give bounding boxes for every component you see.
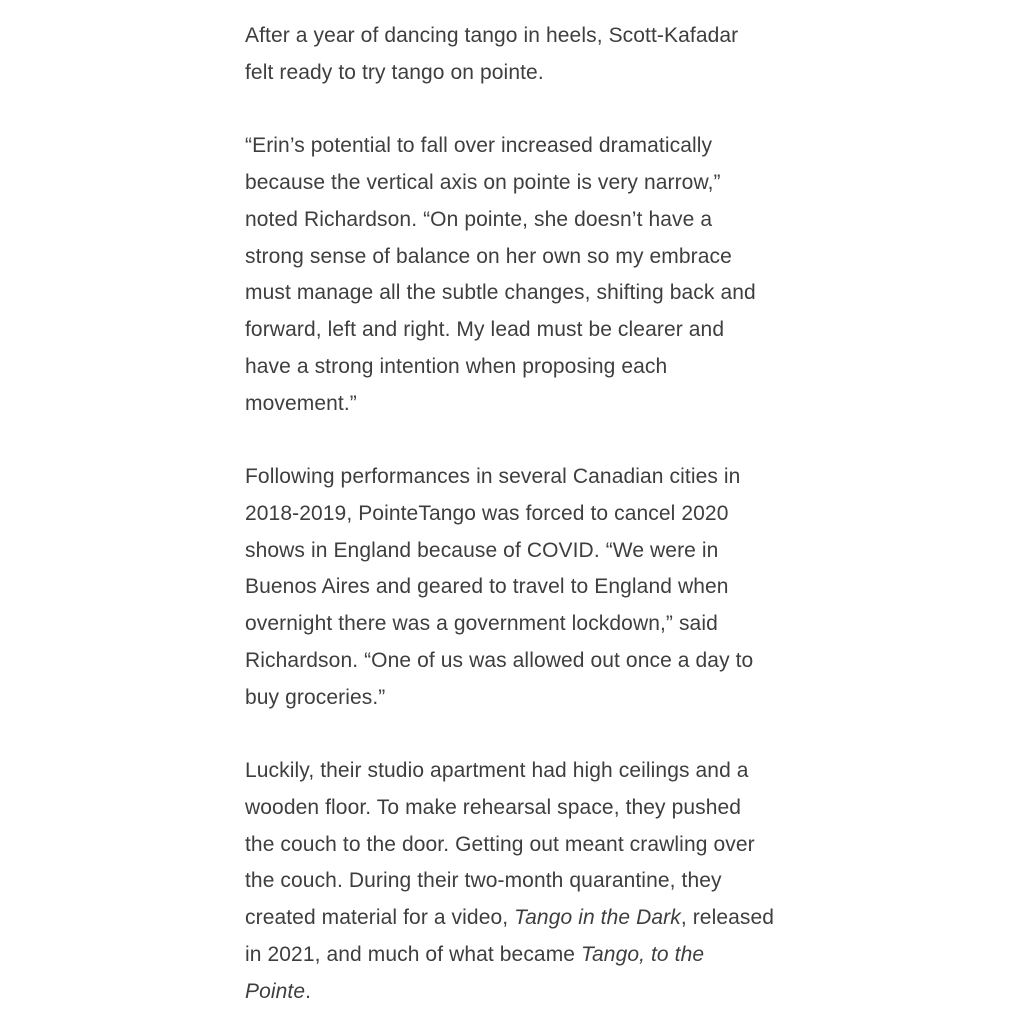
- text-line: [245, 900, 805, 937]
- text-line: [245, 606, 805, 643]
- text-line: [245, 643, 805, 680]
- text-segment: the couch. During their two-month quarantine, they: [245, 869, 722, 893]
- text-line: [245, 128, 805, 165]
- text-segment: shows in England because of COVID. “We were in: [245, 538, 719, 562]
- text-segment: overnight there was a government lockdown,” said: [245, 612, 718, 635]
- text-segment: Richardson. “One of us was allowed out once a day to: [245, 648, 754, 672]
- text-segment: Following performances in several Canadian cities in: [245, 465, 741, 488]
- text-segment: Buenos Aires and geared to travel to England when: [245, 575, 729, 599]
- text-line: [245, 827, 805, 864]
- text-line: [245, 349, 805, 386]
- italic-text-segment: Pointe: [245, 979, 306, 1003]
- text-line: [245, 386, 805, 423]
- text-segment: After a year of dancing tango in heels, Scott-Kafadar: [245, 24, 739, 47]
- text-line: [245, 55, 805, 92]
- text-line: [245, 937, 805, 974]
- text-segment: in 2021, and much of what became: [245, 942, 582, 966]
- text-segment: because the vertical axis on pointe is very narrow,”: [245, 171, 721, 194]
- text-segment: noted Richardson. “On pointe, she doesn’t have a: [245, 207, 713, 231]
- italic-text-segment: Tango, to the: [581, 942, 705, 966]
- italic-text-segment: Tango in the Dark: [514, 906, 681, 929]
- text-line: [245, 496, 805, 533]
- text-line: [245, 863, 805, 900]
- text-segment: buy groceries.”: [245, 685, 386, 709]
- text-line: [245, 753, 805, 790]
- text-line: [245, 312, 805, 349]
- article-body: [245, 18, 805, 1010]
- text-segment: must manage all the subtle changes, shifting back and: [245, 281, 756, 305]
- text-line: [245, 459, 805, 496]
- text-line: [245, 790, 805, 827]
- text-line: [245, 974, 805, 1011]
- paragraph: [245, 459, 805, 716]
- paragraph: [245, 753, 805, 1010]
- text-segment: forward, left and right. My lead must be clearer and: [245, 318, 725, 341]
- text-line: [245, 239, 805, 276]
- text-segment: created material for a video,: [245, 906, 515, 929]
- paragraph: [245, 128, 805, 422]
- text-segment: have a strong intention when proposing each: [245, 354, 668, 378]
- text-line: [245, 680, 805, 717]
- text-line: [245, 18, 805, 55]
- text-segment: movement.”: [245, 391, 357, 415]
- text-segment: strong sense of balance on her own so my embrace: [245, 244, 732, 268]
- text-segment: “Erin’s potential to fall over increased dramatically: [245, 134, 713, 158]
- text-segment: wooden floor. To make rehearsal space, they pushed: [245, 795, 742, 819]
- text-line: [245, 533, 805, 570]
- text-line: [245, 569, 805, 606]
- text-line: [245, 275, 805, 312]
- text-segment: felt ready to try tango on pointe.: [245, 60, 544, 84]
- text-segment: Luckily, their studio apartment had high ceilings and a: [245, 759, 749, 782]
- text-segment: 2018-2019, PointeTango was forced to cancel 2020: [245, 501, 729, 525]
- paragraph: [245, 18, 805, 92]
- text-line: [245, 202, 805, 239]
- text-segment: the couch to the door. Getting out meant crawling over: [245, 832, 755, 856]
- text-line: [245, 165, 805, 202]
- text-segment: , released: [680, 906, 775, 929]
- text-segment: .: [305, 979, 312, 1003]
